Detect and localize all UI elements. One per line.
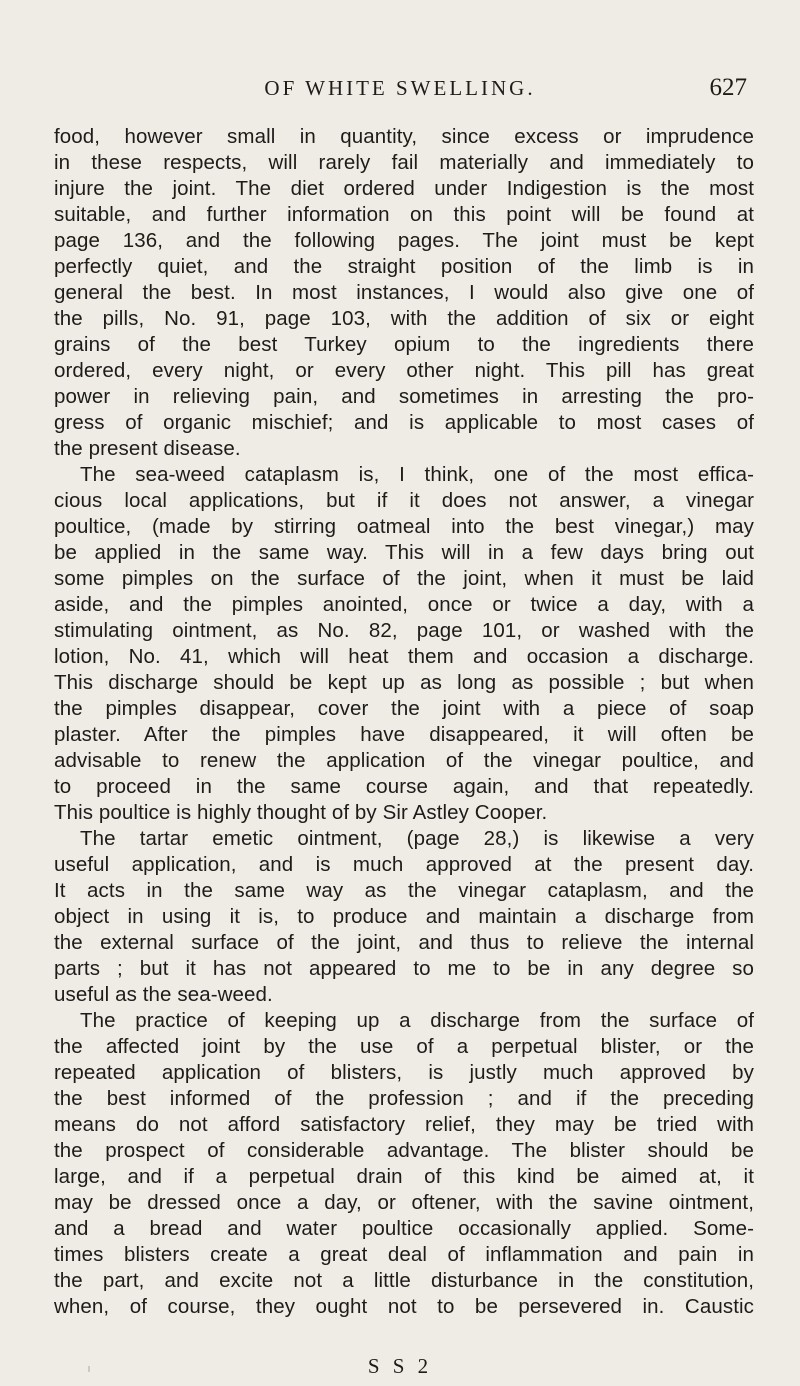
text-line: injure the joint. The diet ordered under Indigestion is the most [54, 177, 754, 200]
text-line: page 136, and the following pages. The joint must be kept [54, 229, 754, 252]
signature-mark: S S 2 [367, 1354, 433, 1378]
text-line: to proceed in the same course again, and that repeatedly. [54, 775, 754, 798]
text-line: suitable, and further information on this point will be found at [54, 203, 754, 226]
page-number: 627 [709, 74, 747, 101]
text-line: power in relieving pain, and sometimes in arresting the pro- [54, 385, 754, 408]
text-line: The practice of keeping up a discharge from the surface of [80, 1009, 754, 1032]
text-line: parts ; but it has not appeared to me to be in any degree so [54, 957, 754, 980]
text-line: advisable to renew the application of the vinegar poultice, and [54, 749, 754, 772]
running-title: OF WHITE SWELLING. [264, 76, 536, 100]
text-line: the external surface of the joint, and thus to relieve the internal [54, 931, 754, 954]
body-text [54, 124, 754, 1320]
text-line: ordered, every night, or every other night. This pill has great [54, 359, 754, 382]
text-line: useful as the sea-weed. [54, 983, 273, 1006]
text-line: plaster. After the pimples have disappeared, it will often be [54, 723, 754, 746]
text-line: general the best. In most instances, I would also give one of [54, 281, 754, 304]
text-line: when, of course, they ought not to be persevered in. Caustic [54, 1295, 754, 1318]
text-line: grains of the best Turkey opium to the ingredients there [54, 333, 754, 356]
text-line: poultice, (made by stirring oatmeal into the best vinegar,) may [54, 515, 754, 538]
text-line: The tartar emetic ointment, (page 28,) is likewise a very [80, 827, 754, 850]
text-line: in these respects, will rarely fail materially and immediately to [54, 151, 754, 174]
text-line: the part, and excite not a little disturbance in the constitution, [54, 1269, 754, 1292]
paper-blemish [88, 1366, 90, 1372]
text-line: repeated application of blisters, is justly much approved by [54, 1061, 754, 1084]
text-line: food, however small in quantity, since excess or imprudence [54, 125, 754, 148]
text-line: It acts in the same way as the vinegar cataplasm, and the [54, 879, 754, 902]
text-line: gress of organic mischief; and is applicable to most cases of [54, 411, 754, 434]
text-line: aside, and the pimples anointed, once or twice a day, with a [54, 593, 754, 616]
text-line: the pimples disappear, cover the joint with a piece of soap [54, 697, 754, 720]
text-line: the affected joint by the use of a perpetual blister, or the [54, 1035, 754, 1058]
page-header [0, 76, 800, 110]
text-line: the prospect of considerable advantage. The blister should be [54, 1139, 754, 1162]
text-line: useful application, and is much approved at the present day. [54, 853, 754, 876]
text-line: the best informed of the profession ; and if the preceding [54, 1087, 754, 1110]
text-line: means do not afford satisfactory relief, they may be tried with [54, 1113, 754, 1136]
text-line: times blisters create a great deal of inflammation and pain in [54, 1243, 754, 1266]
text-line: and a bread and water poultice occasionally applied. Some- [54, 1217, 754, 1240]
text-line: some pimples on the surface of the joint, when it must be laid [54, 567, 754, 590]
text-line: This poultice is highly thought of by Sir Astley Cooper. [54, 801, 548, 824]
text-line: the pills, No. 91, page 103, with the addition of six or eight [54, 307, 754, 330]
text-line: perfectly quiet, and the straight position of the limb is in [54, 255, 754, 278]
text-line: be applied in the same way. This will in a few days bring out [54, 541, 754, 564]
text-line: lotion, No. 41, which will heat them and occasion a discharge. [54, 645, 754, 668]
text-line: cious local applications, but if it does not answer, a vinegar [54, 489, 754, 512]
text-line: large, and if a perpetual drain of this kind be aimed at, it [54, 1165, 754, 1188]
text-line: may be dressed once a day, or oftener, with the savine ointment, [54, 1191, 754, 1214]
text-line: the present disease. [54, 437, 241, 460]
text-line: This discharge should be kept up as long as possible ; but when [54, 671, 754, 694]
text-line: object in using it is, to produce and maintain a discharge from [54, 905, 754, 928]
text-line: stimulating ointment, as No. 82, page 101, or washed with the [54, 619, 754, 642]
text-line: The sea-weed cataplasm is, I think, one of the most effica- [80, 463, 754, 486]
